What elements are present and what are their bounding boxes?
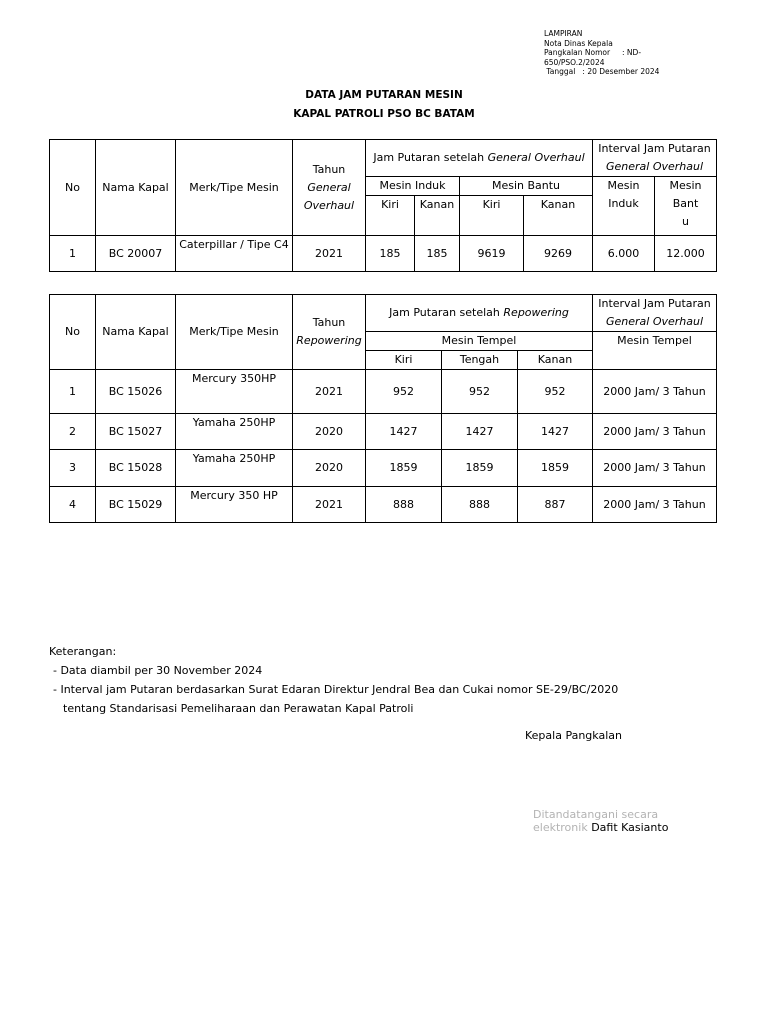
document-title: DATA JAM PUTARAN MESIN bbox=[305, 89, 463, 101]
table-row: 1 BC 20007 Caterpillar / Tipe C4 2021 185 185 9619 9269 6.000 12.000 bbox=[50, 236, 717, 272]
table-row: 1 BC 15026 Mercury 350HP 2021 952 952 952 2000 Jam/ 3 Tahun bbox=[50, 370, 717, 414]
attachment-memo: Nota Dinas Kepala bbox=[544, 38, 613, 48]
header-nama-kapal: Nama Kapal bbox=[96, 295, 176, 370]
header-mesin-induk: Mesin Induk bbox=[366, 177, 460, 196]
header-bantu-kanan: Kanan bbox=[524, 196, 593, 236]
header-mesin-bantu: Mesin Bantu bbox=[460, 177, 593, 196]
electronic-signature bbox=[533, 808, 683, 834]
header-no: No bbox=[50, 140, 96, 236]
header-kiri: Kiri bbox=[366, 351, 442, 370]
e-sign-label-2: elektronik bbox=[533, 821, 588, 834]
header-induk-kiri: Kiri bbox=[366, 196, 415, 236]
attachment-header bbox=[544, 29, 674, 77]
header-nama-kapal: Nama Kapal bbox=[96, 140, 176, 236]
attachment-number: 650/PSO.2/2024 bbox=[544, 57, 605, 67]
header-jam-putaran: Jam Putaran setelah General Overhaul bbox=[366, 140, 593, 177]
e-sign-label: Ditandatangani secara bbox=[533, 808, 659, 821]
header-mesin-tempel: Mesin Tempel bbox=[366, 332, 593, 351]
header-merk: Merk/Tipe Mesin bbox=[176, 295, 293, 370]
table-row: 3 BC 15028 Yamaha 250HP 2020 1859 1859 1859 2000 Jam/ 3 Tahun bbox=[50, 450, 717, 487]
header-bantu-kiri: Kiri bbox=[460, 196, 524, 236]
repowering-table bbox=[49, 294, 717, 523]
header-induk-kanan: Kanan bbox=[415, 196, 460, 236]
header-tahun: Tahun General Overhaul bbox=[293, 140, 366, 236]
header-no: No bbox=[50, 295, 96, 370]
header-tahun: Tahun Repowering bbox=[293, 295, 366, 370]
table-row: 4 BC 15029 Mercury 350 HP 2021 888 888 887 2000 Jam/ 3 Tahun bbox=[50, 487, 717, 523]
header-tengah: Tengah bbox=[442, 351, 518, 370]
note-item-2: - Interval jam Putaran berdasarkan Surat Edaran Direktur Jendral Bea dan Cukai nomor SE-29/BC/2020 bbox=[53, 683, 619, 696]
table-row: 2 BC 15027 Yamaha 250HP 2020 1427 1427 1427 2000 Jam/ 3 Tahun bbox=[50, 414, 717, 450]
signatory-name: Dafit Kasianto bbox=[591, 821, 669, 834]
general-overhaul-table bbox=[49, 139, 717, 272]
header-jam-putaran: Jam Putaran setelah Repowering bbox=[366, 295, 593, 332]
note-item-1: - Data diambil per 30 November 2024 bbox=[53, 664, 263, 677]
notes-section bbox=[49, 642, 618, 718]
header-interval-induk: Mesin Induk bbox=[593, 177, 655, 236]
note-item-2-continued: tentang Standarisasi Pemeliharaan dan Perawatan Kapal Patroli bbox=[63, 702, 414, 715]
header-interval-tempel: Mesin Tempel bbox=[593, 332, 717, 370]
header-merk: Merk/Tipe Mesin bbox=[176, 140, 293, 236]
notes-heading: Keterangan: bbox=[49, 645, 117, 658]
header-interval-bantu: Mesin Bant u bbox=[655, 177, 717, 236]
signatory-role: Kepala Pangkalan bbox=[525, 729, 622, 742]
header-interval: Interval Jam Putaran General Overhaul bbox=[593, 140, 717, 177]
attachment-number-label: Pangkalan Nomor : ND- bbox=[544, 48, 642, 57]
header-interval: Interval Jam Putaran General Overhaul bbox=[593, 295, 717, 332]
header-kanan: Kanan bbox=[518, 351, 593, 370]
document-subtitle: KAPAL PATROLI PSO BC BATAM bbox=[293, 108, 475, 120]
attachment-label: LAMPIRAN bbox=[544, 29, 583, 38]
attachment-date: Tanggal : 20 Desember 2024 bbox=[544, 67, 660, 76]
